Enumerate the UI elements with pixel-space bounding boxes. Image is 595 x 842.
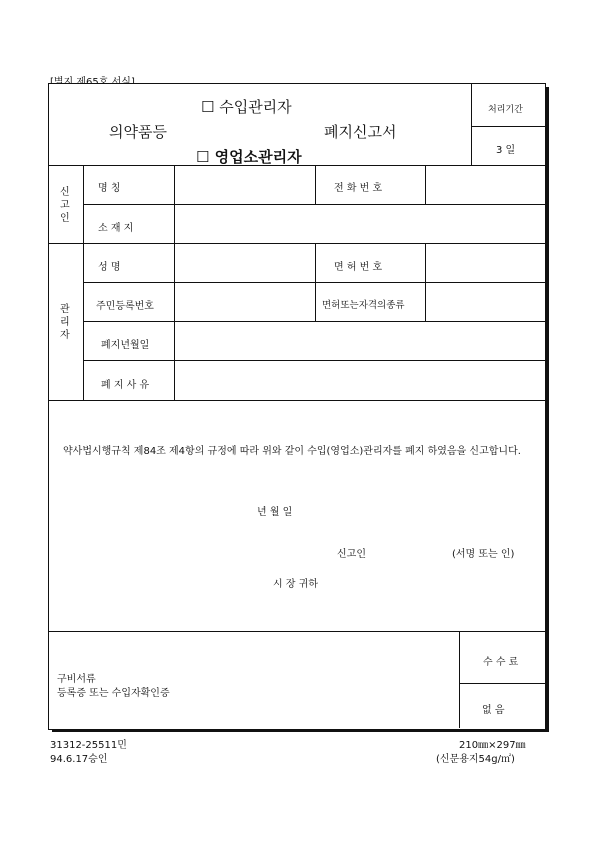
paper-size: 210㎜×297㎜ [459, 740, 526, 751]
signature-field[interactable]: (서명 또는 인) [452, 549, 515, 560]
manager-license-type-label: 면허또는자격의종류 [322, 300, 405, 311]
title-prefix: 의약품등 [109, 123, 167, 141]
statement-date-line: 년 월 일 [257, 507, 293, 518]
manager-name-label: 성 명 [98, 262, 121, 273]
manager-license-number-label: 면 허 번 호 [334, 262, 383, 273]
signer-label: 신고인 [337, 549, 366, 560]
manager-rrn-label: 주민등록번호 [96, 301, 154, 312]
approval-date: 94.6.17승인 [50, 754, 108, 765]
manager-side-label: 관 리 자 [60, 304, 70, 341]
title-option-import-manager: ☐ 수입관리자 [201, 98, 292, 116]
processing-period-label: 처리기간 [488, 105, 523, 115]
attachments-heading: 구비서류 [57, 674, 96, 685]
title-suffix: 폐지신고서 [324, 123, 397, 141]
fee-label: 수 수 료 [483, 657, 519, 668]
attachments-item: 등록증 또는 수입자확인증 [57, 688, 170, 699]
reporter-side-label: 신 고 인 [60, 187, 70, 224]
statement-body: 약사법시행규칙 제84조 제4항의 규정에 따라 위와 같이 수입(영업소)관리자를 폐지 하였음을 신고합니다. [63, 446, 521, 457]
reporter-name-label: 명 칭 [98, 183, 121, 194]
processing-period-value: 3 일 [496, 145, 516, 156]
reporter-phone-label: 전 화 번 호 [334, 183, 383, 194]
title-option-branch-manager: ☐ 영업소관리자 [196, 148, 302, 164]
title-option-clip [190, 140, 370, 164]
paper-type: (신문용지54g/㎡) [436, 754, 515, 765]
closure-reason-label: 폐 지 사 유 [101, 380, 150, 391]
addressee: 시 장 귀하 [273, 579, 318, 590]
fee-value: 없 음 [482, 705, 505, 716]
form-frame [48, 83, 546, 730]
form-code: 31312-25511민 [50, 740, 127, 751]
closure-date-label: 폐지년월일 [101, 340, 150, 351]
reporter-address-label: 소 재 지 [98, 223, 134, 234]
